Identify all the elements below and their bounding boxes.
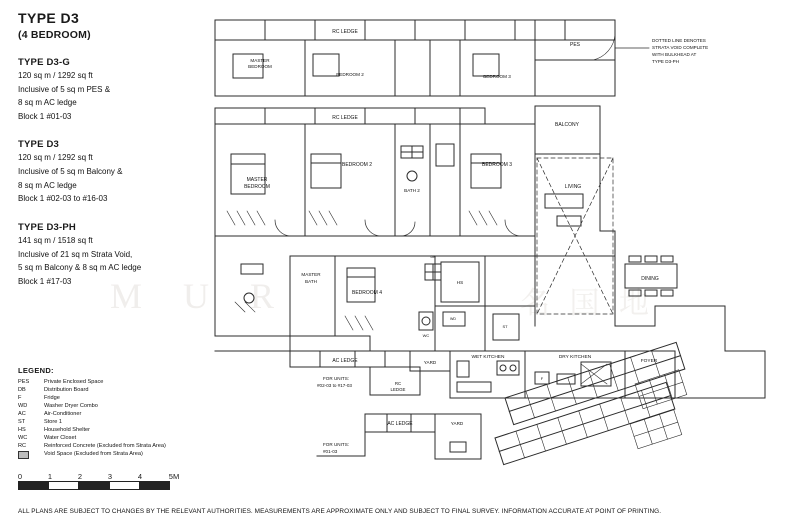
legend-row [18,402,166,410]
label-balcony: BALCONY [555,122,579,128]
legend-key: HS [18,427,26,433]
label-bedroom3: BEDROOM 3 [481,162,513,168]
label-wet-kitchen: WET KITCHEN [471,355,505,360]
note-for-units-upper-2: #02-03 to #17-03 [317,383,352,388]
label-dry-kitchen: DRY KITCHEN [558,355,592,360]
variant-desc-line: Block 1 #01-03 [18,111,72,121]
variant-desc-line: Inclusive of 21 sq m Strata Void, [18,250,133,260]
label-rc-ledge-mid: RC LEDGE [332,115,358,121]
legend-value: Household Shelter [44,427,91,433]
variant-area: 120 sq m / 1292 sq ft [18,70,93,80]
legend-row [18,434,166,442]
note-strata-void-1: DOTTED LINE DENOTES [652,38,706,43]
page-title: TYPE D3 [18,10,80,26]
scale-ticks [18,472,208,481]
label-wc: WC [422,333,430,338]
label-master-bath2: BATH [305,279,317,284]
legend-title: LEGEND: [18,366,54,375]
variant-desc-line: 8 sq m AC ledge [18,180,77,190]
label-ac-ledge-1: AC LEDGE [332,358,358,364]
label-foyer: FOYER [640,359,658,364]
label-pes: PES [569,42,581,48]
legend-value: Distribution Board [44,387,89,393]
watermark-left: M U R [110,276,291,316]
legend-value: Private Enclosed Space [44,379,104,385]
scale-tick: 5M [168,472,180,481]
note-for-units-lower-1: FOR UNITS: [323,442,350,447]
label-bedroom3-top: BEDROOM 3 [483,74,511,79]
variant-area: 120 sq m / 1292 sq ft [18,153,93,163]
scale-tick: 4 [137,472,143,481]
variant-block-1 [18,139,208,206]
legend-row [18,418,166,426]
legend-value: Air-Conditioner [44,411,82,417]
note-strata-void-2: STRATA VOID COMPLETE [652,45,709,50]
label-dining: DINING [641,276,659,282]
label-yard-2: YARD [450,421,464,426]
legend-key: DB [18,387,26,393]
variant-name: TYPE D3 [18,139,59,151]
variant-desc-line: 8 sq m AC ledge [18,98,77,108]
legend-value: Washer Dryer Combo [44,403,98,409]
page-subtitle: (4 BEDROOM) [18,28,91,41]
label-rc-ledge-top: RC LEDGE [332,29,358,35]
label-wd: WD [450,317,456,321]
label-ac-ledge-2: AC LEDGE [387,421,413,427]
scale-segments [18,481,170,490]
label-yard-1: YARD [423,360,437,365]
label-living: LIVING [564,184,582,190]
note-strata-void-4: TYPE D3-PH [652,59,680,64]
legend-value: Store 1 [44,419,63,425]
label-master-bedroom-top2: BEDROOM [248,64,272,69]
label-fridge: F [540,376,544,381]
legend-value: Water Closet [44,435,77,441]
legend-row [18,442,166,450]
legend [18,366,208,462]
legend-key: ST [18,419,26,425]
legend-value: Void Space (Excluded from Strata Area) [44,451,143,457]
label-master-bath: MASTER [301,272,321,277]
label-bedroom2-top: BEDROOM 2 [336,72,364,77]
floorplan-drawing [205,6,795,476]
label-master-bedroom: MASTER [246,177,268,183]
info-column [18,10,208,288]
legend-value: Fridge [44,395,60,401]
label-master-bedroom2: BEDROOM [244,184,270,190]
variant-desc-line: Inclusive of 5 sq m PES & [18,84,111,94]
variant-name: TYPE D3-G [18,56,70,68]
legend-value: Reinforced Concrete (Excluded from Strata Area) [44,443,166,449]
label-st: ST [502,324,508,329]
legend-row [18,426,166,434]
label-bedroom4: BEDROOM 4 [351,290,383,296]
variant-block-0 [18,57,208,124]
legend-key: WC [18,435,28,441]
watermark-right: 名 国 地 [520,287,655,320]
legend-key: WD [18,403,28,409]
legend-key: RC [18,443,27,449]
void-space-swatch [18,450,44,462]
legend-key: PES [18,379,30,385]
variant-area: 141 sq m / 1518 sq ft [18,235,93,245]
label-hs: HS [456,280,464,285]
disclaimer: ALL PLANS ARE SUBJECT TO CHANGES BY THE RELEVANT AUTHORITIES. MEASUREMENTS ARE APPROXIMATE ONLY AND SUBJECT TO FINAL SURVEY. INFORMATION ACCURATE AT POINT OF PRINTING. [18,508,662,515]
variant-desc-line: 5 sq m Balcony & 8 sq m AC ledge [18,263,142,273]
scale-tick: 2 [77,472,83,481]
legend-row [18,386,166,394]
note-strata-void-3: WITH BULKHEAD AT [652,52,697,57]
variant-desc-line: Block 1 #02-03 to #16-03 [18,194,108,204]
label-master-bedroom-top: MASTER [250,58,270,63]
variant-desc-line: Block 1 #17-03 [18,276,72,286]
variant-desc-line: Inclusive of 5 sq m Balcony & [18,167,123,177]
note-for-units-upper-1: FOR UNITS: [323,376,350,381]
variant-name: TYPE D3-PH [18,221,76,233]
label-bath2: BATH 2 [404,188,420,193]
scale-tick: 0 [17,472,23,481]
label-rc-ledge-small: RC [394,381,402,386]
legend-key: F [18,395,22,401]
legend-row [18,450,166,462]
label-bedroom2: BEDROOM 2 [341,162,373,168]
scale-tick: 1 [47,472,53,481]
legend-row [18,394,166,402]
legend-row [18,410,166,418]
note-for-units-lower-2: #01-03 [323,449,338,454]
legend-key: AC [18,411,26,417]
label-rc-ledge-small2: LEDGE [390,387,406,392]
scale-tick: 3 [107,472,113,481]
label-db: DB [430,255,436,259]
scale-bar [18,472,208,490]
legend-row [18,378,166,386]
